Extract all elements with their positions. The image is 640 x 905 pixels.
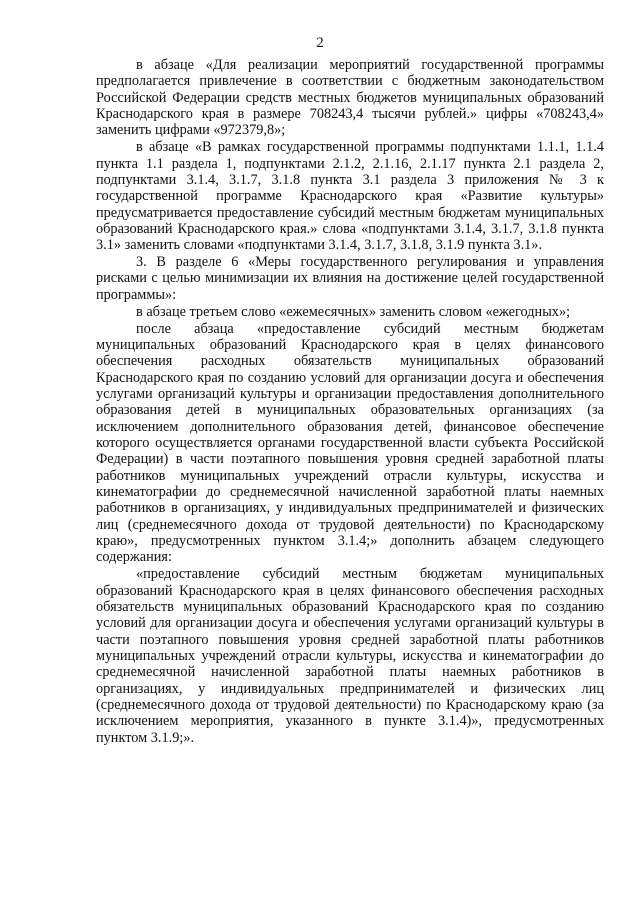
- paragraph-2: в абзаце «В рамках государственной программы подпунктами 1.1.1, 1.1.4 пункта 1.1 раздела 1, подпунктами 2.1.2, 2.1.16, 2.1.17 пункта 2.1 раздела 2, подпунктами 3.1.4, 3.1.7, 3.1.8 пункта 3.1 раздела 3 приложения № 3 к государственной программе Краснодарского края «Развитие культуры» предусматривается предоставление субсидий местным бюджетам муниципальных образований Краснодарского края.» слова «подпунктами 3.1.4, 3.1.7, 3.1.8 пункта 3.1» заменить словами «подпунктами 3.1.4, 3.1.7, 3.1.8, 3.1.9 пункта 3.1».: [96, 139, 604, 254]
- paragraph-6: «предоставление субсидий местным бюджетам муниципальных образований Краснодарского края в целях финансового обеспечения расходных обязательств муниципальных образований Краснодарского края по созданию условий для организации досуга и обеспечения услугами организаций культуры в части поэтапного повышения уровня средней заработной платы работников муниципальных учреждений отрасли культуры, искусства и кинематографии до среднемесячной начисленной заработной платы наемных работников в организациях, у индивидуальных предпринимателей и физических лиц (среднемесячного дохода от трудовой деятельности) по Краснодарскому краю (за исключением мероприятия, указанного в пункте 3.1.4)», предусмотренных пунктом 3.1.9;».: [96, 566, 604, 746]
- paragraph-4: в абзаце третьем слово «ежемесячных» заменить словом «ежегодных»;: [136, 303, 571, 320]
- paragraph-1: в абзаце «Для реализации мероприятий государственной программы предполагается привлечение в соответствии с бюджетным законодательством Российской Федерации средств местных бюджетов муниципальных образований Краснодарского края в размере 708243,4 тысячи рублей.» цифры «708243,4» заменить цифрами «972379,8»;: [96, 57, 604, 139]
- page-number: 2: [316, 35, 324, 51]
- paragraph-5: после абзаца «предоставление субсидий местным бюджетам муниципальных образований Краснодарского края в целях финансового обеспечения расходных обязательств муниципальных образований Краснодарского края по созданию условий для организации досуга и обеспечения услугами организаций культуры и организации предоставления дополнительного образования детей в муниципальных образовательных организациях (за исключением дополнительного образования детей, финансовое обеспечение которого осуществляется органами государственной власти субъекта Российской Федерации) в части поэтапного повышения уровня средней заработной платы работников муниципальных учреждений отрасли культуры, искусства и кинематографии до среднемесячной начисленной заработной платы наемных работников в организациях, у индивидуальных предпринимателей и физических лиц (среднемесячного дохода от трудовой деятельности) по Краснодарскому краю», предусмотренных пунктом 3.1.4;» дополнить абзацем следующего содержания:: [96, 320, 604, 566]
- paragraph-3: 3. В разделе 6 «Меры государственного регулирования и управления рисками с целью минимизации их влияния на достижение целей государственной программы»:: [96, 254, 604, 303]
- document-body: [96, 57, 604, 746]
